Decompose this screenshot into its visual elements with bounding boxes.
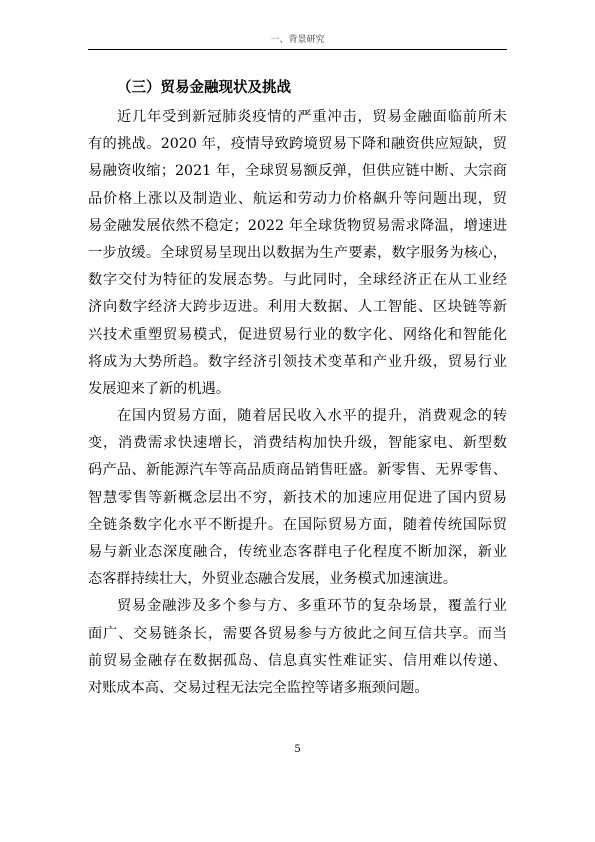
text-line: 对账成本高、交易过程无法完全监控等诸多瓶颈问题。 (88, 679, 429, 696)
text-line: 济向数字经济大跨步迈进。利用大数据、人工智能、区块链等新 (88, 299, 507, 316)
text-line: 在国内贸易方面，随着居民收入水平的提升，消费观念的转 (117, 408, 507, 425)
text-line: 有的挑战。2020 年，疫情导致跨境贸易下降和融资供应短缺，贸 (88, 136, 507, 153)
header-rule (88, 49, 507, 50)
text-line: 兴技术重塑贸易模式，促进贸易行业的数字化、网络化和智能化 (88, 326, 507, 343)
text-line: 一步放缓。全球贸易呈现出以数据为生产要素，数字服务为核心， (88, 244, 507, 261)
text-line: 数字交付为特征的发展态势。与此同时，全球经济正在从工业经 (88, 272, 507, 289)
text-line: 将成为大势所趋。数字经济引领技术变革和产业升级，贸易行业 (88, 353, 507, 370)
text-line: 码产品、新能源汽车等高品质商品销售旺盛。新零售、无界零售、 (88, 462, 507, 479)
paragraph-1 (88, 104, 507, 403)
running-header: 一、背景研究 (270, 35, 325, 45)
text-line: 易融资收缩；2021 年，全球贸易额反弹，但供应链中断、大宗商 (88, 163, 507, 180)
text-line: 品价格上涨以及制造业、航运和劳动力价格飙升等问题出现，贸 (88, 190, 507, 207)
text-line: 发展迎来了新的机遇。 (88, 380, 230, 397)
text-line: 全链条数字化水平不断提升。在国际贸易方面，随着传统国际贸 (88, 516, 507, 533)
text-line: 易金融发展依然不稳定；2022 年全球货物贸易需求降温，增速进 (88, 217, 507, 234)
text-line: 近几年受到新冠肺炎疫情的严重冲击，贸易金融面临前所未 (117, 109, 507, 125)
body-text (88, 104, 507, 702)
text-line: 面广、交易链条长，需要各贸易参与方彼此之间互信共享。而当 (88, 625, 507, 642)
text-line: 变，消费需求快速增长，消费结构加快升级，智能家电、新型数 (88, 435, 507, 452)
text-line: 易与新业态深度融合，传统业态客群电子化程度不断加深，新业 (88, 544, 507, 560)
paragraph-3 (88, 593, 507, 702)
section-heading: （三）贸易金融现状及挑战 (117, 80, 291, 96)
text-line: 智慧零售等新概念层出不穷，新技术的加速应用促进了国内贸易 (88, 489, 507, 506)
text-line: 前贸易金融存在数据孤岛、信息真实性难证实、信用难以传递、 (88, 652, 507, 669)
paragraph-2 (88, 403, 507, 593)
text-line: 态客群持续壮大，外贸业态融合发展，业务模式加速演进。 (88, 571, 457, 588)
text-line: 贸易金融涉及多个参与方、多重环节的复杂场景，覆盖行业 (117, 598, 507, 615)
page-number: 5 (294, 744, 301, 755)
